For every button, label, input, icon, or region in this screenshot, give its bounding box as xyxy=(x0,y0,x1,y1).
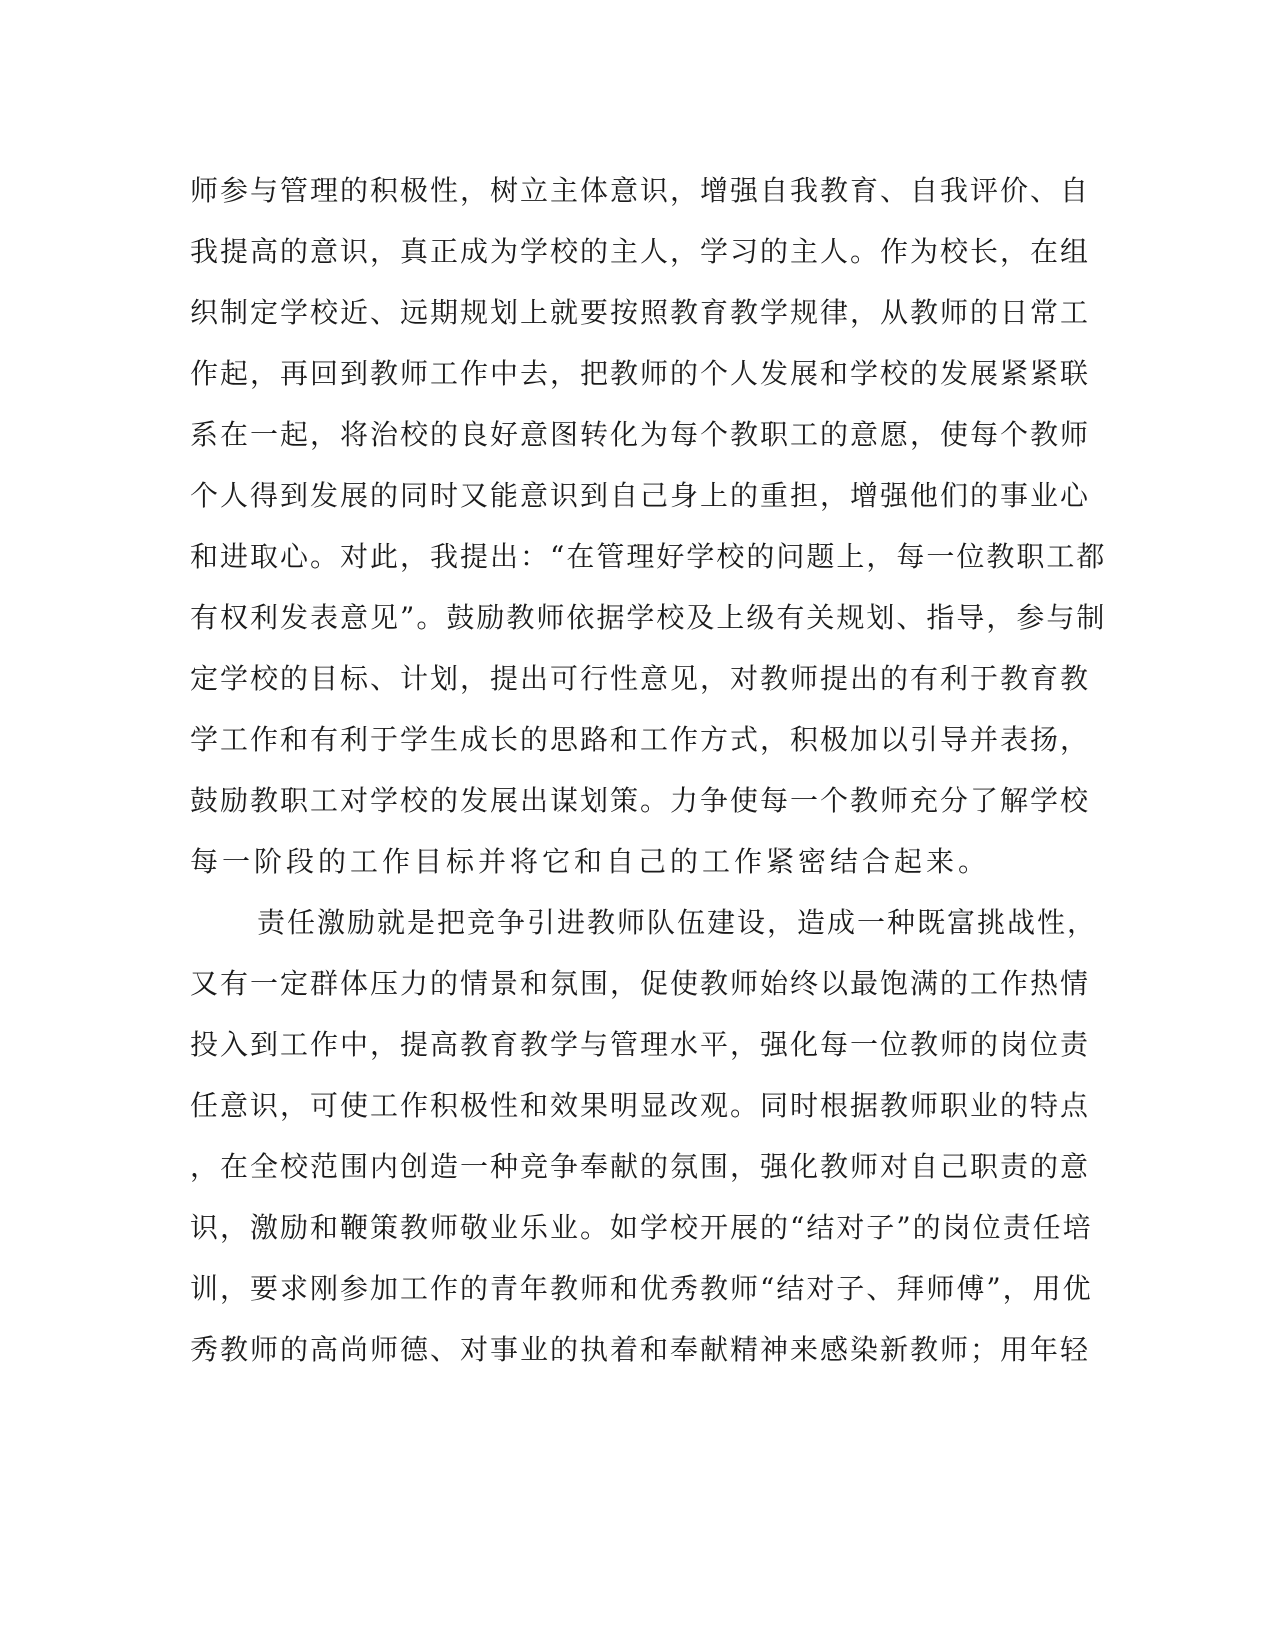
text-line: 学工作和有利于学生成长的思路和工作方式，积极加以引导并表扬， xyxy=(190,723,1091,756)
text-line: 训，要求刚参加工作的青年教师和优秀教师“结对子、拜师傅”，用优 xyxy=(190,1272,1093,1305)
text-line: 和进取心。对此，我提出：“在管理好学校的问题上，每一位教职工都 xyxy=(190,540,1107,573)
text-line: 定学校的目标、计划，提出可行性意见，对教师提出的有利于教育教 xyxy=(190,662,1091,695)
text-line: 投入到工作中，提高教育教学与管理水平，强化每一位教师的岗位责 xyxy=(190,1028,1091,1061)
paragraph xyxy=(190,160,1107,892)
text-line: 作起，再回到教师工作中去，把教师的个人发展和学校的发展紧紧联 xyxy=(190,357,1091,390)
text-line: 又有一定群体压力的情景和氛围，促使教师始终以最饱满的工作热情 xyxy=(190,967,1091,1000)
text-line: 任意识，可使工作积极性和效果明显改观。同时根据教师职业的特点 xyxy=(190,1089,1091,1122)
text-line: ，在全校范围内创造一种竞争奉献的氛围，强化教师对自己职责的意 xyxy=(190,1150,1091,1183)
text-line: 鼓励教职工对学校的发展出谋划策。力争使每一个教师充分了解学校 xyxy=(190,784,1091,817)
text-line: 织制定学校近、远期规划上就要按照教育教学规律，从教师的日常工 xyxy=(190,296,1091,329)
text-line: 每一阶段的工作目标并将它和自己的工作紧密结合起来。 xyxy=(190,845,991,878)
paragraph xyxy=(190,892,1098,1380)
text-line: 识，激励和鞭策教师敬业乐业。如学校开展的“结对子”的岗位责任培 xyxy=(190,1211,1093,1244)
text-line: 秀教师的高尚师德、对事业的执着和奉献精神来感染新教师；用年轻 xyxy=(190,1333,1091,1366)
text-line: 师参与管理的积极性，树立主体意识，增强自我教育、自我评价、自 xyxy=(190,174,1091,207)
text-line: 有权利发表意见”。鼓励教师依据学校及上级有关规划、指导，参与制 xyxy=(190,601,1107,634)
text-line: 责任激励就是把竞争引进教师队伍建设，造成一种既富挑战性， xyxy=(257,906,1098,939)
text-line: 我提高的意识，真正成为学校的主人，学习的主人。作为校长，在组 xyxy=(190,235,1091,268)
text-line: 个人得到发展的同时又能意识到自己身上的重担，增强他们的事业心 xyxy=(190,479,1091,512)
text-line: 系在一起，将治校的良好意图转化为每个教职工的意愿，使每个教师 xyxy=(190,418,1091,451)
document-body xyxy=(190,160,1107,1380)
